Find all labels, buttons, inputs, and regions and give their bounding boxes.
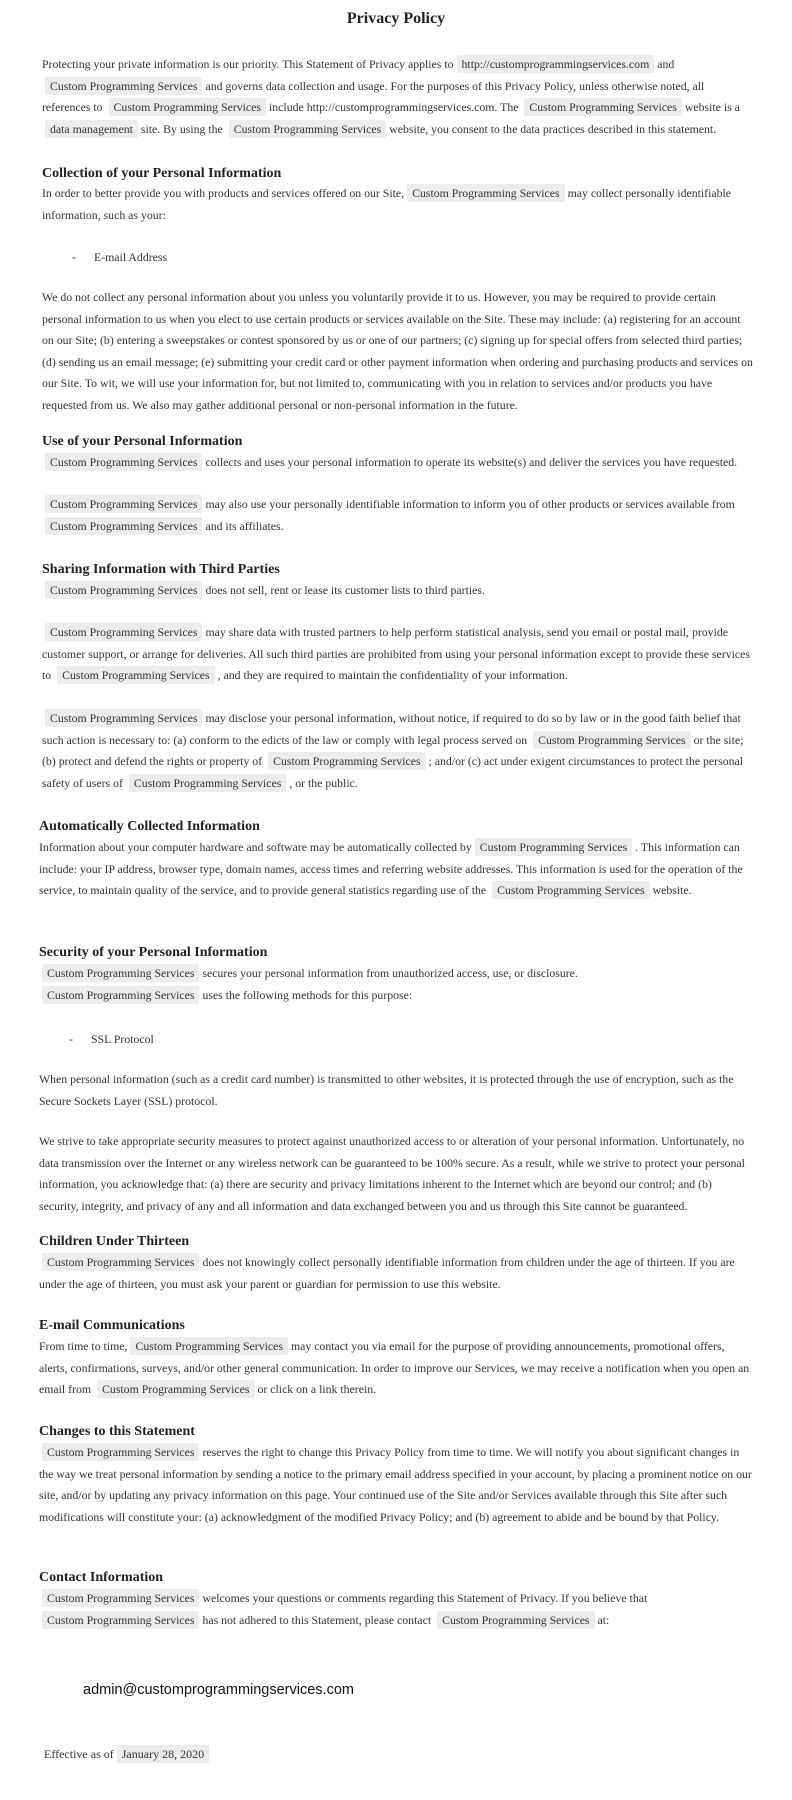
sharing-paragraph-2: Custom Programming Services may share data with trusted partners to help perform statistical analysis, send you email or postal mail, provide customer support, or arrange for deliveries. All such third parties are prohibited from using your personal information except to provide these services to Custom Programming Services , and they are required to maintain the confidentiality of your information. — [42, 625, 750, 683]
section-heading-use: Use of your Personal Information — [42, 434, 243, 449]
children-paragraph: Custom Programming Services does not knowingly collect personally identifiable information from children under the age of thirteen. If you are under the age of thirteen, you must ask your parent or guardian for permission to use this website. — [39, 1255, 735, 1291]
org-chip: Custom Programming Services — [109, 98, 266, 116]
section-heading-changes: Changes to this Statement — [39, 1424, 195, 1439]
org-chip: Custom Programming Services — [533, 731, 690, 749]
org-chip: Custom Programming Services — [130, 1337, 287, 1355]
auto-paragraph: Information about your computer hardware and software may be automatically collected by Custom Programming Services . This information can include: your IP address, browser type, domain names, access times and referring website addresses. This information is used for the operation of the service, to maintain quality of the service, and to provide general statistics regarding use of the Custom Programming Services website. — [39, 840, 743, 898]
intro-paragraph: Protecting your private information is our priority. This Statement of Privacy applies to http://customprogrammingservices.com and Custom Programming Services and governs data collection and usage. For the purposes of this Privacy Policy, unless otherwise noted, all references to Custom Programming Services include http://customprogrammingservices.com. The Custom Programming Services website is a data management site. By using the Custom Programming Services website, you consent to the data practices described in this statement. — [42, 57, 740, 136]
org-chip: Custom Programming Services — [42, 1253, 199, 1271]
url-chip: http://customprogrammingservices.com — [457, 55, 655, 73]
org-chip: Custom Programming Services — [45, 77, 202, 95]
section-heading-auto: Automatically Collected Information — [39, 819, 260, 834]
contact-paragraph-1: Custom Programming Services welcomes your questions or comments regarding this Statement of Privacy. If you believe that — [39, 1588, 753, 1610]
changes-paragraph: Custom Programming Services reserves the right to change this Privacy Policy from time to time. We will notify you about significant changes in the way we treat personal information by sending a notice to the primary email address specified in your account, by placing a prominent notice on our site, and/or by updating any privacy information on this page. Your continued use of the Site and/or Services available through this Site after such modifications will constitute your: (a) acknowledgment of the modified Privacy Policy; and (b) agreement to abide and be bound by that Policy. — [39, 1445, 752, 1524]
page-title: Privacy Policy — [346, 10, 446, 27]
url-text: http://customprogrammingservices.com — [306, 100, 495, 115]
org-chip: Custom Programming Services — [42, 964, 199, 982]
security-paragraph-1: Custom Programming Services secures your personal information from unauthorized access, use, or disclosure. — [39, 963, 753, 985]
org-chip: Custom Programming Services — [45, 709, 202, 727]
org-chip: Custom Programming Services — [45, 495, 202, 513]
effective-date-chip: January 28, 2020 — [117, 1745, 209, 1763]
org-chip: Custom Programming Services — [45, 453, 202, 471]
org-chip: Custom Programming Services — [42, 1611, 199, 1629]
org-chip: Custom Programming Services — [45, 581, 202, 599]
section-heading-contact: Contact Information — [39, 1570, 164, 1585]
security-paragraph-2: Custom Programming Services uses the following methods for this purpose: — [39, 985, 753, 1007]
contact-email[interactable]: admin@customprogrammingservices.com — [83, 1682, 354, 1698]
site-type-chip: data management — [45, 120, 138, 138]
bullet-item-email: - E-mail Address — [72, 250, 168, 264]
section-heading-email: E-mail Communications — [39, 1318, 185, 1333]
section-heading-children: Children Under Thirteen — [39, 1234, 190, 1249]
org-chip: Custom Programming Services — [42, 1589, 199, 1607]
security-paragraph-3: When personal information (such as a credit card number) is transmitted to other websites, it is protected through the use of encryption, such as the Secure Sockets Layer (SSL) protocol. — [39, 1072, 734, 1108]
security-paragraph-4: We strive to take appropriate security measures to protect against unauthorized access to or alteration of your personal information. Unfortunately, no data transmission over the Internet or any wireless network can be guaranteed to be 100% secure. As a result, while we strive to protect your personal information, you acknowledge that: (a) there are security and privacy limitations inherent to the Internet which are beyond our control; and (b) security, integrity, and privacy of any and all information and data exchanged between you and us through this Site cannot be guaranteed. — [39, 1134, 745, 1213]
org-chip: Custom Programming Services — [475, 838, 632, 856]
org-chip: Custom Programming Services — [407, 184, 564, 202]
use-paragraph-1: Custom Programming Services collects and uses your personal information to operate its website(s) and deliver the services you have requested. — [42, 452, 754, 474]
section-heading-sharing: Sharing Information with Third Parties — [42, 562, 280, 577]
bullet-item-ssl: - SSL Protocol — [69, 1032, 154, 1046]
section-heading-collection: Collection of your Personal Information — [42, 166, 282, 181]
effective-date-line: Effective as of January 28, 2020 — [44, 1747, 212, 1762]
org-chip: Custom Programming Services — [229, 120, 386, 138]
sharing-paragraph-1: Custom Programming Services does not sell, rent or lease its customer lists to third parties. — [42, 580, 754, 602]
email-paragraph: From time to time, Custom Programming Services may contact you via email for the purpose of providing announcements, promotional offers, alerts, confirmations, surveys, and/or other general communication. In order to improve our Services, we may receive a notification when you open an email from Custom Programming Services or click on a link therein. — [39, 1339, 750, 1397]
org-chip: Custom Programming Services — [42, 986, 199, 1004]
org-chip: Custom Programming Services — [97, 1380, 254, 1398]
org-chip: Custom Programming Services — [524, 98, 681, 116]
org-chip: Custom Programming Services — [42, 1443, 199, 1461]
org-chip: Custom Programming Services — [492, 881, 649, 899]
sharing-paragraph-3: Custom Programming Services may disclose your personal information, without notice, if required to do so by law or in the good faith belief that such action is necessary to: (a) conform to the edicts of the law or comply with legal process served on Custom Programming Services or the site; (b) protect and defend the rights or property of Custom Programming Services ; and/or (c) act under exigent circumstances to protect the personal safety of users of Custom Programming Services , or the public. — [42, 711, 744, 790]
org-chip: Custom Programming Services — [45, 623, 202, 641]
collection-paragraph-2: We do not collect any personal information about you unless you voluntarily provide it to us. However, you may be required to provide certain personal information to us when you elect to use certain products or services available on the Site. These may include: (a) registering for an account on our Site; (b) entering a sweepstakes or contest sponsored by us or one of our partners; (c) signing up for special offers from selected third parties; (d) sending us an email message; (e) submitting your credit card or other payment information when ordering and purchasing products and services on our Site. To wit, we will use your information for, but not limited to, communicating with you in relation to services and/or products you have requested from us. We also may gather additional personal or non-personal information in the future. — [42, 290, 753, 412]
collection-paragraph-1: In order to better provide you with products and services offered on our Site, Custom Programming Services may collect personally identifiable information, such as your: — [42, 186, 732, 222]
org-chip: Custom Programming Services — [129, 774, 286, 792]
org-chip: Custom Programming Services — [57, 666, 214, 684]
org-chip: Custom Programming Services — [268, 752, 425, 770]
section-heading-security: Security of your Personal Information — [39, 945, 268, 960]
contact-paragraph-2: Custom Programming Services has not adhered to this Statement, please contact Custom Programming Services at: — [39, 1610, 753, 1632]
org-chip: Custom Programming Services — [437, 1611, 594, 1629]
org-chip: Custom Programming Services — [45, 517, 202, 535]
use-paragraph-2: Custom Programming Services may also use your personally identifiable information to inform you of other products or services available from Custom Programming Services and its affiliates. — [42, 494, 754, 537]
